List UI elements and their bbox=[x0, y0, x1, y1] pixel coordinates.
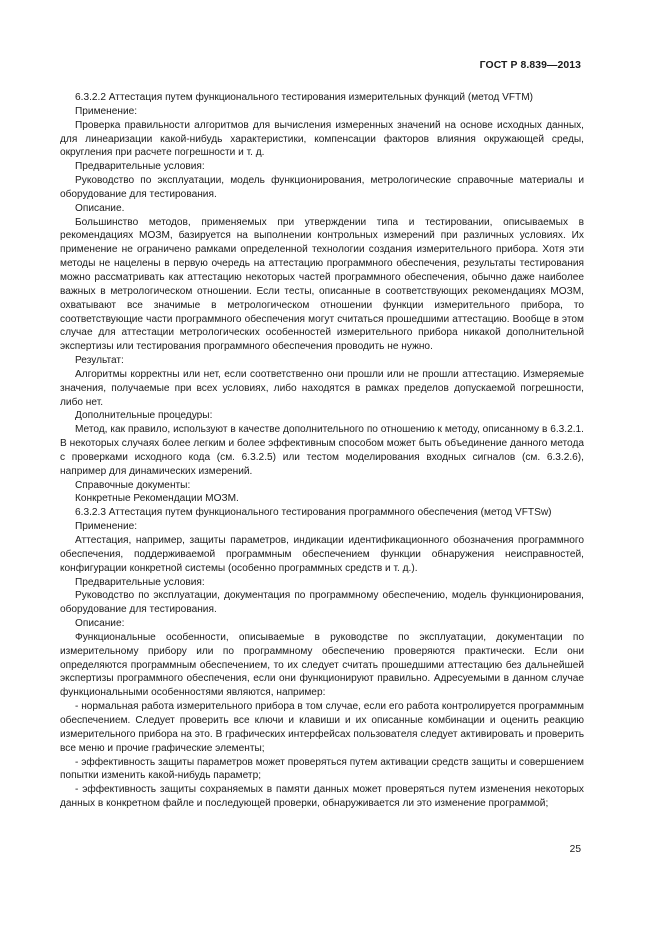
paragraph-preconditions: Руководство по эксплуатации, модель функционирования, метрологические справочные материалы и оборудование для тестирования. bbox=[60, 175, 584, 200]
paragraph-application: Проверка правильности алгоритмов для вычисления измеренных значений на основе исходных данных, для линеаризации какой-нибудь характеристики, компенсации факторов влияния окружающей среды, округления при расчете погрешности и т. д. bbox=[60, 119, 584, 159]
label-description-2: Описание: bbox=[75, 618, 125, 630]
label-reference-documents: Справочные документы: bbox=[75, 479, 191, 491]
label-additional-procedures: Дополнительные процедуры: bbox=[75, 410, 213, 422]
paragraph-application-2: Аттестация, например, защиты параметров, индикации идентификационного обозначения программного обеспечения, поддерживаемой программным обеспечением функции обнаружения неисправностей, конфигурации конкретной системы (особенно программных средств и т. д.). bbox=[60, 535, 584, 574]
label-preconditions: Предварительные условия: bbox=[75, 161, 205, 173]
paragraph-description-2: Функциональные особенности, описываемые в руководстве по эксплуатации, документации по измерительному прибору или по программному обеспечению проверяются практически. Если они определяются программным обеспечением, то их следует считать прошедшими аттестацию без дальнейшей экспертизы программного обеспечения, если они функционируют правильно. Адресуемыми в данном случае функциональными особенностями являются, например: bbox=[60, 631, 584, 699]
standard-header: ГОСТ Р 8.839—2013 bbox=[479, 60, 581, 71]
list-item: - эффективность защиты параметров может проверяться путем активации средств защиты и совершением попытки изменить какой-нибудь параметр; bbox=[60, 756, 584, 782]
page-number: 25 bbox=[569, 844, 581, 855]
label-preconditions-2: Предварительные условия: bbox=[75, 576, 205, 588]
paragraph-reference-documents: Конкретные Рекомендации МОЗМ. bbox=[75, 493, 239, 505]
list-item: - эффективность защиты сохраняемых в памяти данных может проверяться путем изменения некоторых данных в конкретном файле и последующей проверки, обнаруживается ли это изменение программой; bbox=[60, 784, 584, 810]
label-result: Результат: bbox=[75, 355, 124, 367]
document-body bbox=[60, 91, 584, 811]
label-description: Описание. bbox=[75, 202, 125, 214]
paragraph-additional-procedures: Метод, как правило, используют в качестве дополнительного по отношению к методу, описанному в 6.3.2.1. В некоторых случаях более легким и более эффективным способом может быть объединение данного метода с проверками исходного кода (см. 6.3.2.5) или тестом моделирования входных сигналов (см. 6.3.2.6), например для динамических измерений. bbox=[60, 424, 584, 477]
label-application: Применение: bbox=[75, 105, 138, 117]
list-item: - нормальная работа измерительного прибора в том случае, если его работа контролируется программным обеспечением. Следует проверить все ключи и клавиши и их описанные комбинации и оценить реакцию измерительного прибора на это. В графических интерфейсах пользователя следует активировать и проверить все меню и прочие графические элементы; bbox=[60, 701, 584, 754]
paragraph-description: Большинство методов, применяемых при утверждении типа и тестировании, описываемых в рекомендациях МОЗМ, базируется на выполнении контрольных измерений при различных условиях. Их применение не ограничено рамками определенной технологии создания измерительного прибора. Хотя эти методы не нацелены в первую очередь на аттестацию программного обеспечения, результаты тестирования можно рассматривать как аттестацию некоторых частей программного обеспечения, обычно даже наиболее важных в метрологическом отношении. Если тесты, описанные в соответствующих рекомендациях МОЗМ, охватывают все значимые в метрологическом отношении функции измерительного прибора, то соответствующие части программного обеспечения могут считаться прошедшими аттестацию. Вообще в этом случае для аттестации метрологических особенностей измерительного прибора никакой дополнительной экспертизы или тестирования программного обеспечения проводить не нужно. bbox=[60, 216, 584, 353]
label-application-2: Применение: bbox=[75, 521, 138, 533]
section-heading-6-3-2-3: 6.3.2.3 Аттестация путем функционального тестирования программного обеспечения (метод VFTSw) bbox=[75, 507, 552, 519]
paragraph-preconditions-2: Руководство по эксплуатации, документация по программному обеспечению, модель функционирования, оборудование для тестирования. bbox=[60, 590, 584, 616]
paragraph-result: Алгоритмы корректны или нет, если соответственно они прошли или не прошли аттестацию. Измеряемые значения, получаемые при всех условиях, либо находятся в рамках пределов допускаемой погрешности, либо нет. bbox=[60, 368, 584, 408]
section-heading-6-3-2-2: 6.3.2.2 Аттестация путем функционального тестирования измерительных функций (метод VFTM) bbox=[75, 92, 534, 103]
